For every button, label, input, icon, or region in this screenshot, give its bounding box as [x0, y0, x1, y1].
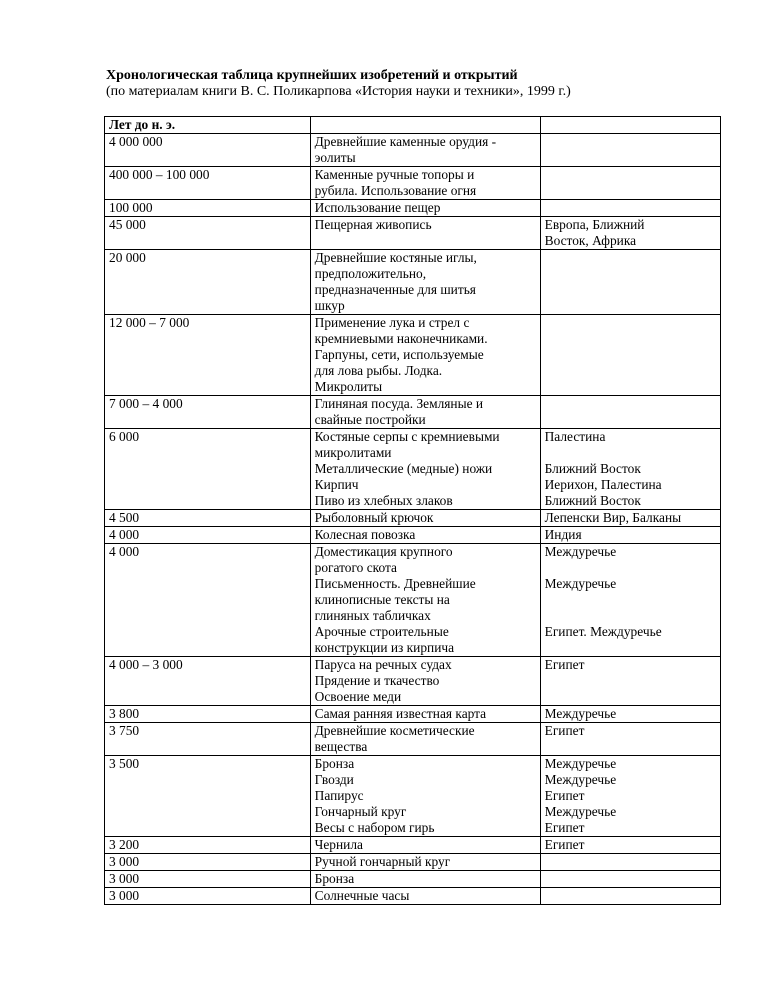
- invention-cell: [310, 706, 540, 723]
- invention-cell: [310, 429, 540, 510]
- place-line: Египет: [544, 837, 585, 852]
- place-line: Междуречье: [544, 706, 617, 721]
- date-cell: [105, 657, 311, 706]
- date-cell: [105, 167, 311, 200]
- invention-line: Весы с набором гирь: [314, 820, 435, 835]
- date-cell: [105, 837, 311, 854]
- invention-line: рубила. Использование огня: [314, 183, 477, 198]
- date-cell: [105, 510, 311, 527]
- date-line: 3 000: [109, 888, 140, 903]
- date-line: 400 000 – 100 000: [109, 167, 210, 182]
- date-cell: [105, 706, 311, 723]
- invention-line: предположительно,: [314, 266, 427, 281]
- invention-cell: [310, 167, 540, 200]
- place-cell: [540, 396, 720, 429]
- date-line: 4 500: [109, 510, 140, 525]
- invention-line: Бронза: [314, 871, 355, 886]
- invention-line: Микролиты: [314, 379, 383, 394]
- place-line: [545, 445, 716, 461]
- invention-cell: [310, 250, 540, 315]
- invention-cell: [310, 723, 540, 756]
- invention-line: Колесная повозка: [314, 527, 416, 542]
- table-row: [105, 723, 721, 756]
- invention-line: Костяные серпы с кремниевыми: [314, 429, 500, 444]
- invention-line: шкур: [314, 298, 345, 313]
- invention-cell: [310, 200, 540, 217]
- table-row: [105, 510, 721, 527]
- date-line: 4 000: [109, 544, 140, 559]
- table-row: [105, 200, 721, 217]
- date-line: 4 000 000: [109, 134, 163, 149]
- table-row: [105, 544, 721, 657]
- invention-line: Древнейшие каменные орудия -: [314, 134, 497, 149]
- place-line: Восток, Африка: [544, 233, 637, 248]
- date-line: 3 800: [109, 706, 140, 721]
- invention-cell: [310, 871, 540, 888]
- place-cell: [540, 167, 720, 200]
- date-line: 12 000 – 7 000: [109, 315, 190, 330]
- invention-line: Гарпуны, сети, используемые: [314, 347, 484, 362]
- invention-cell: [310, 396, 540, 429]
- place-cell: [540, 510, 720, 527]
- date-cell: [105, 429, 311, 510]
- invention-cell: [310, 854, 540, 871]
- date-cell: [105, 396, 311, 429]
- date-line: 45 000: [109, 217, 146, 232]
- invention-line: эолиты: [314, 150, 356, 165]
- place-line: Египет: [544, 788, 585, 803]
- invention-line: Глиняная посуда. Земляные и: [314, 396, 484, 411]
- place-line: Европа, Ближний: [544, 217, 645, 232]
- place-cell: [540, 315, 720, 396]
- table-body: [105, 117, 721, 905]
- page-title: Хронологическая таблица крупнейших изобретений и открытий: [106, 68, 518, 83]
- date-line: 3 000: [109, 854, 140, 869]
- date-line: 3 000: [109, 871, 140, 886]
- invention-line: Письменность. Древнейшие: [314, 576, 476, 591]
- place-cell: [540, 706, 720, 723]
- invention-line: Древнейшие костяные иглы,: [314, 250, 477, 265]
- invention-cell: [310, 837, 540, 854]
- invention-line: Прядение и ткачество: [314, 673, 440, 688]
- invention-line: конструкции из кирпича: [314, 640, 455, 655]
- place-line: Индия: [544, 527, 582, 542]
- date-line: 100 000: [109, 200, 153, 215]
- place-line: Египет. Междуречье: [544, 624, 662, 639]
- place-cell: [540, 200, 720, 217]
- place-line: Палестина: [544, 429, 606, 444]
- date-cell: [105, 756, 311, 837]
- date-line: 3 500: [109, 756, 140, 771]
- table-row: [105, 756, 721, 837]
- place-line: Междуречье: [544, 772, 617, 787]
- header-place-cell: [540, 117, 720, 134]
- table-row: [105, 837, 721, 854]
- invention-line: Чернила: [314, 837, 363, 852]
- place-cell: [540, 756, 720, 837]
- date-cell: [105, 250, 311, 315]
- date-cell: [105, 871, 311, 888]
- place-cell: [540, 544, 720, 657]
- invention-cell: [310, 756, 540, 837]
- table-row: [105, 657, 721, 706]
- header-invention-cell: [310, 117, 540, 134]
- invention-line: Металлические (медные) ножи: [314, 461, 493, 476]
- invention-line: Каменные ручные топоры и: [314, 167, 475, 182]
- invention-line: Кирпич: [314, 477, 359, 492]
- chronology-table: [104, 116, 721, 905]
- invention-line: Доместикация крупного: [314, 544, 453, 559]
- invention-cell: [310, 134, 540, 167]
- place-cell: [540, 429, 720, 510]
- place-line: Египет: [544, 723, 585, 738]
- invention-line: Гвозди: [314, 772, 354, 787]
- date-cell: [105, 315, 311, 396]
- date-cell: [105, 200, 311, 217]
- date-cell: [105, 888, 311, 905]
- date-line: 7 000 – 4 000: [109, 396, 183, 411]
- date-cell: [105, 217, 311, 250]
- invention-line: Применение лука и стрел с: [314, 315, 470, 330]
- place-cell: [540, 871, 720, 888]
- place-cell: [540, 134, 720, 167]
- invention-cell: [310, 527, 540, 544]
- place-line: Ближний Восток: [544, 493, 641, 508]
- invention-line: клинописные тексты на: [314, 592, 450, 607]
- invention-line: Арочные строительные: [314, 624, 449, 639]
- place-line: Лепенски Вир, Балканы: [544, 510, 682, 525]
- table-row: [105, 167, 721, 200]
- date-cell: [105, 134, 311, 167]
- invention-line: Самая ранняя известная карта: [314, 706, 487, 721]
- place-line: Междуречье: [544, 576, 617, 591]
- invention-line: Рыболовный крючок: [314, 510, 434, 525]
- invention-cell: [310, 217, 540, 250]
- invention-line: глиняных табличках: [314, 608, 431, 623]
- table-row: [105, 134, 721, 167]
- place-line: [545, 560, 716, 576]
- table-row: [105, 429, 721, 510]
- invention-line: Освоение меди: [314, 689, 402, 704]
- table-row: [105, 217, 721, 250]
- date-cell: [105, 723, 311, 756]
- date-line: 3 750: [109, 723, 140, 738]
- place-line: [545, 608, 716, 624]
- invention-line: Ручной гончарный круг: [314, 854, 451, 869]
- invention-line: Древнейшие косметические: [314, 723, 475, 738]
- place-cell: [540, 527, 720, 544]
- invention-line: Паруса на речных судах: [314, 657, 452, 672]
- invention-line: Гончарный круг: [314, 804, 407, 819]
- table-row: [105, 888, 721, 905]
- place-cell: [540, 888, 720, 905]
- place-cell: [540, 657, 720, 706]
- table-row: [105, 706, 721, 723]
- invention-line: Солнечные часы: [314, 888, 410, 903]
- place-line: [545, 592, 716, 608]
- place-line: Ближний Восток: [544, 461, 641, 476]
- invention-cell: [310, 315, 540, 396]
- date-line: 20 000: [109, 250, 146, 265]
- place-cell: [540, 723, 720, 756]
- table-row: [105, 871, 721, 888]
- place-cell: [540, 854, 720, 871]
- place-line: Египет: [544, 820, 585, 835]
- header-date-cell: Лет до н. э.: [105, 117, 311, 134]
- place-line: Междуречье: [544, 544, 617, 559]
- place-line: Междуречье: [544, 756, 617, 771]
- date-line: 6 000: [109, 429, 140, 444]
- table-row: [105, 396, 721, 429]
- place-line: Иерихон, Палестина: [544, 477, 662, 492]
- date-line: 4 000 – 3 000: [109, 657, 183, 672]
- table-row: [105, 527, 721, 544]
- place-line: Египет: [544, 657, 585, 672]
- date-cell: [105, 527, 311, 544]
- date-line: 3 200: [109, 837, 140, 852]
- invention-line: микролитами: [314, 445, 392, 460]
- invention-line: рогатого скота: [314, 560, 397, 575]
- invention-line: Пещерная живопись: [314, 217, 432, 232]
- table-row: [105, 250, 721, 315]
- invention-line: Бронза: [314, 756, 355, 771]
- place-cell: [540, 250, 720, 315]
- invention-line: Пиво из хлебных злаков: [314, 493, 453, 508]
- invention-cell: [310, 544, 540, 657]
- invention-line: свайные постройки: [314, 412, 426, 427]
- invention-line: вещества: [314, 739, 368, 754]
- place-cell: [540, 837, 720, 854]
- invention-line: для лова рыбы. Лодка.: [314, 363, 443, 378]
- page-subtitle: (по материалам книги В. С. Поликарпова «История науки и техники», 1999 г.): [106, 84, 571, 99]
- invention-line: кремниевыми наконечниками.: [314, 331, 488, 346]
- table-row: [105, 854, 721, 871]
- invention-cell: [310, 657, 540, 706]
- place-line: Междуречье: [544, 804, 617, 819]
- table-header-row: [105, 117, 721, 134]
- invention-cell: [310, 510, 540, 527]
- date-cell: [105, 544, 311, 657]
- invention-cell: [310, 888, 540, 905]
- table-row: [105, 315, 721, 396]
- place-cell: [540, 217, 720, 250]
- invention-line: Использование пещер: [314, 200, 441, 215]
- date-cell: [105, 854, 311, 871]
- invention-line: Папирус: [314, 788, 364, 803]
- date-line: 4 000: [109, 527, 140, 542]
- invention-line: предназначенные для шитья: [314, 282, 476, 297]
